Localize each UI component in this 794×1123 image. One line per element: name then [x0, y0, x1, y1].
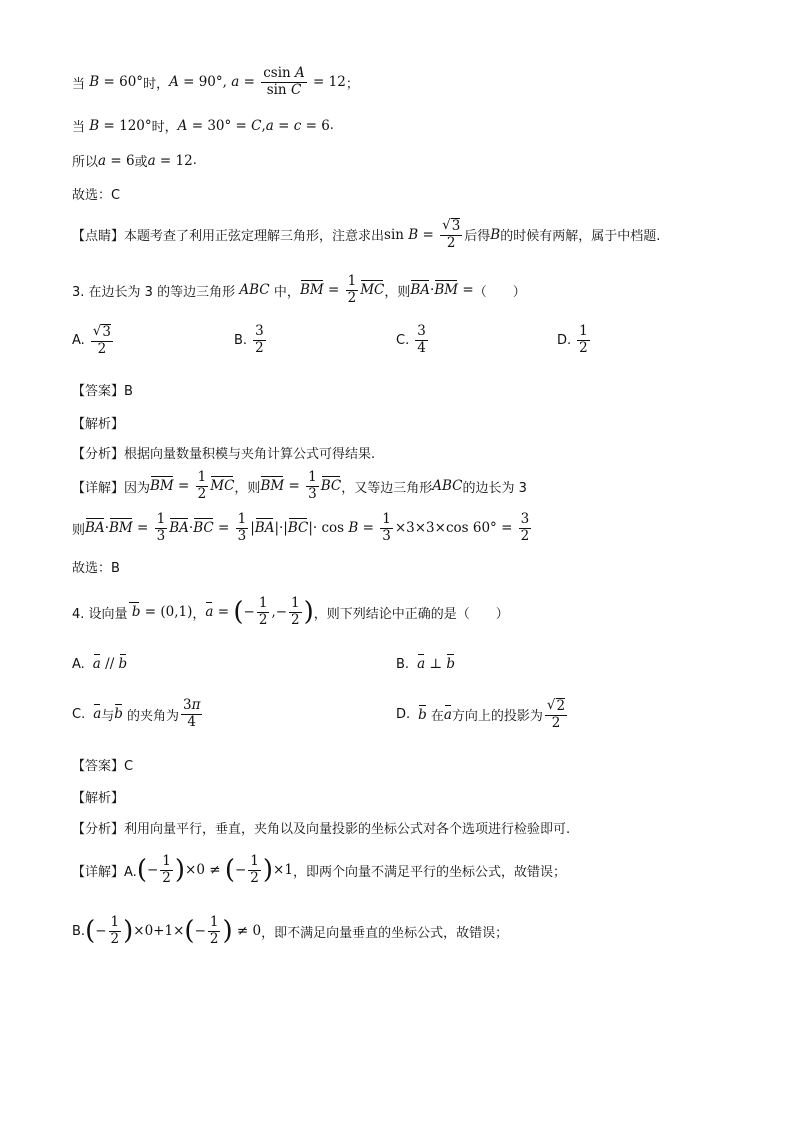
- formula: ABC: [432, 478, 463, 495]
- paren: ): [303, 597, 314, 628]
- formula: a: [205, 604, 214, 621]
- text: ，即不满足向量垂直的坐标公式，故错误；: [261, 925, 509, 941]
- text-dang: 当: [72, 76, 86, 92]
- formula: −: [95, 923, 107, 940]
- text: 中，: [273, 284, 300, 300]
- text: 时，: [151, 120, 178, 135]
- text: B.: [234, 332, 248, 348]
- fraction: $\frac{1}{3}$: [156, 511, 166, 544]
- text: 的时候有两解，属于中档题.: [500, 229, 661, 245]
- fraction: $\frac{1}{2}$: [110, 914, 120, 947]
- q3-option-c[interactable]: [396, 324, 430, 356]
- formula: ·: [188, 520, 194, 537]
- formula: BA: [85, 520, 105, 537]
- text: 或: [134, 155, 148, 170]
- fraction: $\frac{1}{2}$: [347, 273, 357, 306]
- q3-detail-2: [72, 512, 533, 544]
- formula: MC: [360, 282, 385, 299]
- q3-option-a[interactable]: [72, 324, 115, 357]
- text: ，则: [384, 284, 411, 300]
- formula: BA: [254, 520, 275, 537]
- text: D.: [557, 332, 572, 348]
- text: ，则: [234, 480, 261, 496]
- fraction: $\frac{3}{2}$: [520, 511, 530, 544]
- fraction: $\frac{\text{csin A}}{\text{sin C}}$: [263, 65, 305, 98]
- formula: = 120°: [99, 117, 152, 134]
- q4-answer: [72, 755, 133, 774]
- formula: a: [417, 656, 426, 672]
- line-dianjing: [72, 218, 660, 251]
- formula: B: [490, 226, 501, 243]
- fraction: $\frac{1}{3}$: [308, 469, 317, 502]
- formula: BM: [108, 520, 133, 537]
- text: ，即两个向量不满足平行的坐标公式，故错误；: [292, 864, 566, 880]
- formula: b: [127, 604, 141, 621]
- line-so: [72, 151, 197, 170]
- paren: (: [85, 916, 96, 947]
- formula: a: [93, 706, 102, 723]
- paren: ): [262, 855, 274, 886]
- q4-analysis: [72, 787, 124, 806]
- q3-fenxi: [72, 443, 375, 462]
- formula: =: [132, 520, 153, 537]
- text: 【解析】: [72, 791, 125, 806]
- text: 【点睛】本题考查了利用正弦定理解三角形，注意求出: [72, 229, 385, 245]
- fraction: √ 3 2: [442, 217, 461, 251]
- formula: =: [358, 520, 379, 537]
- text: 【答案】B: [72, 384, 133, 399]
- text: A.: [72, 333, 85, 349]
- text: 【详解】A.: [72, 864, 137, 880]
- formula: BC: [193, 520, 214, 537]
- formula: = 60°: [99, 74, 144, 91]
- formula: ×0+1×: [133, 923, 185, 940]
- formula: =: [273, 117, 294, 134]
- formula: =: [458, 282, 474, 299]
- line-b60: [72, 66, 359, 98]
- formula: BC: [320, 478, 342, 495]
- formula: sin: [384, 226, 409, 243]
- q4-fenxi: [72, 818, 570, 837]
- q4-detail-b: [72, 915, 508, 947]
- line-choose-c: [72, 184, 120, 203]
- q4-detail-a: [72, 854, 566, 886]
- fraction: $\frac{1}{3}$: [382, 511, 391, 544]
- formula: −: [194, 923, 206, 940]
- formula: ×3×3×cos 60° =: [394, 520, 517, 537]
- text: 与: [101, 708, 115, 724]
- formula: ≠ 0: [232, 923, 262, 940]
- q3-analysis: [72, 413, 124, 432]
- formula: = 12: [308, 74, 346, 91]
- fraction: $\frac{3}{2}$: [255, 323, 264, 356]
- formula: C: [251, 117, 262, 134]
- fraction: $\frac{1}{2}$: [162, 853, 171, 886]
- text: 后得: [464, 229, 491, 245]
- fraction: $\frac{1}{2}$: [258, 595, 268, 628]
- text: 的夹角为: [126, 708, 179, 724]
- formula: = (0,1): [140, 604, 193, 621]
- text: .: [192, 153, 197, 168]
- q3-option-b[interactable]: [234, 324, 268, 356]
- text: 在: [430, 709, 444, 725]
- fraction: $\frac{1}{3}$: [237, 511, 247, 544]
- formula: |·|: [274, 520, 288, 537]
- formula: ,−: [271, 604, 288, 621]
- formula: = 90°,: [178, 74, 232, 91]
- text: 4. 设向量: [72, 606, 128, 622]
- formula: ·: [430, 282, 435, 299]
- fraction: $\frac{1}{2}$: [209, 914, 219, 947]
- formula: a: [92, 656, 101, 672]
- formula: a: [147, 152, 156, 169]
- text: ，则下列结论中正确的是（ ）: [313, 606, 509, 622]
- formula: a: [231, 74, 240, 91]
- text: 则: [72, 522, 86, 538]
- formula: ×0 ≠: [185, 862, 225, 879]
- fraction: $\frac{1}{2}$: [579, 323, 588, 356]
- formula: =: [173, 478, 194, 495]
- formula: =: [418, 226, 439, 243]
- text: 【解析】: [72, 417, 125, 432]
- formula: = 6: [106, 152, 135, 169]
- text: 时，: [143, 76, 170, 92]
- text: ，: [192, 606, 206, 622]
- formula: =: [213, 520, 234, 537]
- formula: BM: [260, 478, 285, 495]
- paren: ): [123, 916, 134, 947]
- paren: ): [222, 916, 233, 947]
- formula: a: [265, 117, 274, 134]
- q3-stem: [72, 274, 526, 306]
- formula: =: [284, 478, 305, 495]
- formula: B: [348, 520, 359, 537]
- fraction: $\frac{1}{2}$: [291, 595, 300, 628]
- formula: = 6: [301, 117, 330, 134]
- text: 【详解】因为: [72, 480, 151, 496]
- formula: A: [169, 74, 179, 91]
- fraction: √ 3 2: [92, 323, 111, 357]
- line-b120: [72, 116, 334, 135]
- formula: BA: [410, 282, 431, 299]
- formula: =: [323, 282, 344, 299]
- text: D.: [396, 707, 411, 723]
- formula: a: [98, 152, 107, 169]
- text: 【分析】根据向量数量积模与夹角计算公式可得结果.: [72, 447, 376, 462]
- formula: = 30° =: [187, 117, 252, 134]
- paren: (: [233, 597, 244, 628]
- formula: b: [446, 656, 456, 672]
- fraction: $\frac{1}{2}$: [197, 469, 207, 502]
- text: 的边长为 3: [462, 480, 527, 496]
- text: （ ）: [473, 284, 526, 300]
- formula: |· cos: [308, 520, 349, 537]
- q4-option-c[interactable]: [72, 698, 204, 730]
- text: B.: [72, 923, 86, 939]
- formula: MC: [210, 478, 235, 495]
- text: 故选：B: [72, 561, 120, 576]
- formula: ⊥: [425, 656, 447, 672]
- formula: −: [146, 862, 159, 879]
- formula: c: [293, 117, 302, 134]
- text: .: [329, 118, 334, 133]
- fraction: $\frac{3\pi}{4}$: [182, 697, 201, 730]
- formula: b: [114, 706, 123, 723]
- formula: B: [408, 226, 419, 243]
- formula: ×1: [273, 862, 293, 879]
- paren: (: [184, 916, 195, 947]
- text: B.: [396, 656, 410, 672]
- q3-answer: [72, 380, 133, 399]
- text: 【分析】利用向量平行，垂直，夹角以及向量投影的坐标公式对各个选项进行检验即可.: [72, 822, 571, 837]
- text: C.: [396, 332, 410, 348]
- formula: ·: [104, 520, 109, 537]
- q4-option-b[interactable]: [396, 656, 455, 672]
- q4-option-a[interactable]: [72, 656, 127, 672]
- formula: −: [234, 862, 247, 879]
- text: ；: [345, 76, 359, 92]
- text: 3. 在边长为 3 的等边三角形: [72, 284, 236, 300]
- text: 【答案】C: [72, 759, 134, 774]
- formula: BM: [150, 478, 174, 495]
- formula: ,: [261, 117, 266, 134]
- formula: a: [443, 706, 452, 723]
- formula: B: [85, 74, 100, 91]
- text: 所以: [72, 155, 99, 170]
- q3-detail-1: [72, 470, 527, 502]
- paren: ): [174, 855, 186, 886]
- formula: |: [250, 520, 255, 537]
- q3-option-d[interactable]: [557, 324, 592, 356]
- text: A.: [72, 656, 85, 672]
- paren: (: [136, 855, 147, 886]
- text-dang: 当: [72, 120, 86, 135]
- fraction: √ 2 2: [546, 697, 566, 731]
- formula: b: [118, 656, 128, 672]
- formula: BC: [287, 520, 309, 537]
- formula: BM: [299, 282, 324, 299]
- fraction: $\frac{3}{4}$: [417, 323, 426, 356]
- formula: B: [85, 117, 100, 134]
- text: 方向上的投影为: [451, 709, 543, 725]
- q3-choose: [72, 557, 120, 576]
- paren: (: [224, 855, 235, 886]
- formula: //: [100, 656, 119, 672]
- fraction: $\frac{1}{2}$: [250, 853, 259, 886]
- formula: =: [213, 604, 234, 621]
- formula: A: [177, 117, 188, 134]
- text: C.: [72, 706, 86, 722]
- text: 故选：C: [72, 188, 121, 203]
- formula: b: [418, 706, 427, 723]
- formula: ABC: [235, 282, 274, 299]
- q4-stem: [72, 596, 509, 628]
- q4-option-d[interactable]: [396, 698, 569, 731]
- formula: −: [243, 604, 255, 621]
- formula: = 12: [155, 152, 193, 169]
- text: ，又等边三角形: [341, 480, 433, 496]
- formula: =: [239, 74, 260, 91]
- formula: BM: [434, 282, 459, 299]
- formula: BA: [169, 520, 189, 537]
